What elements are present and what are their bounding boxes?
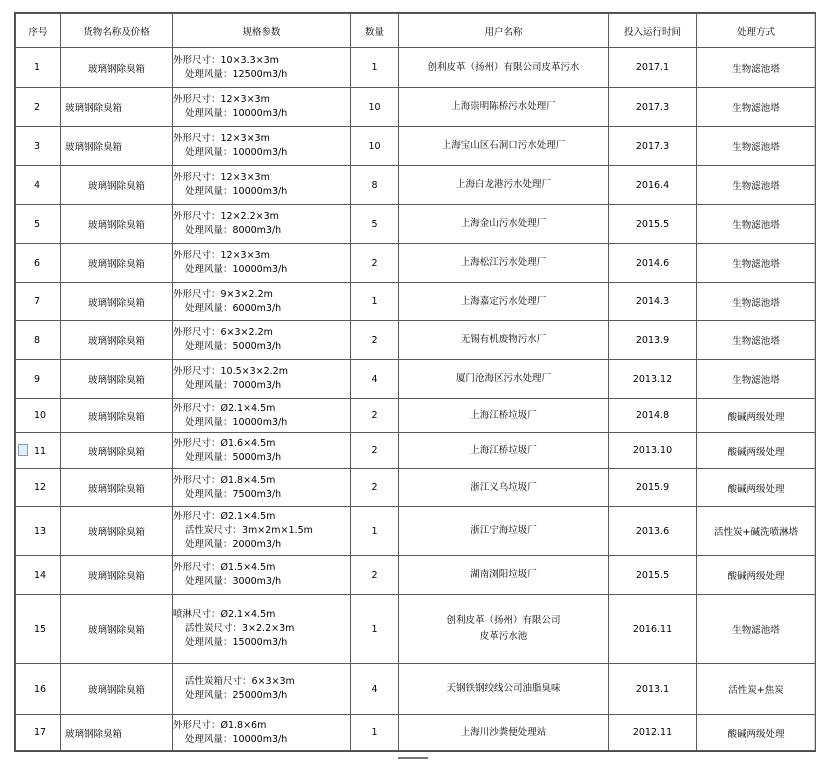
row-time: 2014.6 (609, 244, 697, 283)
row-spec (173, 507, 351, 556)
row-time: 2013.1 (609, 664, 697, 715)
spec-line: 外形尺寸：10.5×3×2.2m (173, 366, 288, 377)
row-seq-text: 10 (34, 410, 47, 421)
row-product: 玻璃钢除臭箱 (61, 715, 173, 751)
spec-line: 处理风量：2000m3/h (185, 539, 282, 550)
row-seq-text: 8 (34, 334, 41, 346)
spec-line: 外形尺寸：6×3×2.2m (173, 327, 273, 338)
row-product: 玻璃钢除臭箱 (61, 360, 173, 399)
spec-line: 处理风量：10000m3/h (185, 733, 288, 745)
user-line: 上海松江污水处理厂 (460, 257, 547, 268)
row-method: 生物滤池塔 (697, 48, 816, 88)
row-qty: 5 (351, 205, 399, 244)
row-qty: 1 (351, 715, 399, 751)
row-seq-text: 4 (34, 179, 41, 191)
row-qty: 4 (351, 664, 399, 715)
table-row (16, 469, 816, 507)
row-seq (16, 556, 61, 595)
spec-line: 处理风量：10000m3/h (185, 108, 288, 119)
row-seq-text: 6 (34, 257, 41, 269)
header-seq: 序号 (16, 14, 61, 48)
row-seq (16, 507, 61, 556)
table-row (16, 321, 816, 360)
user-line: 创利皮革（扬州）有限公司 (446, 615, 561, 626)
document-icon (18, 444, 28, 456)
spec-line: 处理风量：12500m3/h (185, 68, 288, 80)
row-spec (173, 127, 351, 166)
row-method: 生物滤池塔 (697, 205, 816, 244)
row-time: 2013.10 (609, 433, 697, 469)
row-product: 玻璃钢除臭箱 (61, 433, 173, 469)
spec-line: 处理风量：5000m3/h (185, 341, 282, 352)
spec-line: 喷淋尺寸：Ø2.1×4.5m (173, 609, 276, 620)
row-time: 2014.3 (609, 283, 697, 321)
row-spec (173, 360, 351, 399)
row-user (399, 556, 609, 595)
row-qty: 2 (351, 556, 399, 595)
row-spec (173, 321, 351, 360)
user-line: 创利皮革（扬州）有限公司皮革污水 (427, 61, 580, 73)
scroll-indicator (398, 757, 428, 759)
row-seq-text: 13 (34, 525, 47, 537)
spec-line: 外形尺寸：Ø2.1×4.5m (173, 402, 276, 414)
row-product: 玻璃钢除臭箱 (61, 244, 173, 283)
row-user (399, 507, 609, 556)
row-spec (173, 556, 351, 595)
row-user (399, 433, 609, 469)
row-user (399, 283, 609, 321)
row-spec (173, 88, 351, 127)
spec-line: 外形尺寸：Ø1.6×4.5m (173, 437, 276, 449)
row-time: 2013.12 (609, 360, 697, 399)
row-time: 2013.6 (609, 507, 697, 556)
row-seq (16, 595, 61, 664)
row-product: 玻璃钢除臭箱 (61, 127, 173, 166)
row-time: 2015.5 (609, 205, 697, 244)
row-method: 活性炭+碱洗喷淋塔 (697, 507, 816, 556)
row-product: 玻璃钢除臭箱 (61, 399, 173, 433)
spec-line: 外形尺寸：10×3.3×3m (173, 54, 279, 66)
row-product: 玻璃钢除臭箱 (61, 507, 173, 556)
row-user (399, 127, 609, 166)
row-qty: 4 (351, 360, 399, 399)
spec-line: 处理风量：10000m3/h (185, 147, 288, 158)
row-seq (16, 88, 61, 127)
spec-line: 外形尺寸：Ø2.1×4.5m (173, 511, 276, 522)
user-line: 上海金山污水处理厂 (460, 218, 547, 229)
row-time: 2014.8 (609, 399, 697, 433)
spec-line: 外形尺寸：12×3×3m (173, 172, 270, 183)
user-line: 天钢铁钢绞线公司油脂臭味 (446, 683, 561, 694)
row-method: 生物滤池塔 (697, 244, 816, 283)
row-user (399, 88, 609, 127)
spec-line: 处理风量：15000m3/h (185, 637, 288, 648)
table-row (16, 433, 816, 469)
table-row (16, 88, 816, 127)
row-seq (16, 48, 61, 88)
table-row (16, 360, 816, 399)
user-line: 浙江宁海垃圾厂 (470, 525, 537, 536)
user-line: 皮革污水池 (479, 631, 528, 642)
spec-line: 处理风量：7500m3/h (185, 488, 282, 500)
user-line: 浙江义乌垃圾厂 (470, 481, 537, 493)
row-product: 玻璃钢除臭箱 (61, 283, 173, 321)
row-qty: 8 (351, 166, 399, 205)
row-seq (16, 283, 61, 321)
row-user (399, 48, 609, 88)
row-spec (173, 664, 351, 715)
row-user (399, 360, 609, 399)
table-header-row (16, 14, 816, 48)
row-seq-text: 11 (34, 446, 47, 457)
header-product: 货物名称及价格 (61, 14, 173, 48)
row-user (399, 244, 609, 283)
project-table (15, 13, 816, 751)
row-qty: 2 (351, 244, 399, 283)
table-row (16, 715, 816, 751)
row-method: 酸碱两级处理 (697, 469, 816, 507)
row-user (399, 205, 609, 244)
spec-line: 处理风量：8000m3/h (185, 225, 282, 236)
row-qty: 1 (351, 507, 399, 556)
row-qty: 2 (351, 433, 399, 469)
row-user (399, 166, 609, 205)
table-row (16, 556, 816, 595)
spec-line: 外形尺寸：9×3×2.2m (173, 288, 273, 300)
spec-line: 处理风量：3000m3/h (185, 576, 282, 587)
row-seq-text: 3 (34, 140, 41, 152)
row-user (399, 469, 609, 507)
user-line: 上海川沙粪便处理站 (460, 726, 547, 738)
user-line: 上海宝山区石洞口污水处理厂 (441, 140, 566, 151)
row-product: 玻璃钢除臭箱 (61, 595, 173, 664)
row-time: 2017.1 (609, 48, 697, 88)
row-seq-text: 16 (34, 683, 47, 695)
row-method: 酸碱两级处理 (697, 399, 816, 433)
spec-line: 外形尺寸：12×2.2×3m (173, 211, 279, 222)
row-seq (16, 205, 61, 244)
row-qty: 2 (351, 399, 399, 433)
row-time: 2017.3 (609, 127, 697, 166)
spec-line: 外形尺寸：12×3×3m (173, 133, 270, 144)
row-qty: 1 (351, 283, 399, 321)
row-qty: 10 (351, 88, 399, 127)
row-seq (16, 127, 61, 166)
user-line: 上海江桥垃圾厂 (470, 444, 537, 456)
row-method: 酸碱两级处理 (697, 715, 816, 751)
row-seq (16, 715, 61, 751)
row-seq-text: 2 (34, 101, 41, 113)
user-line: 上海江桥垃圾厂 (470, 409, 537, 421)
spec-line: 处理风量：10000m3/h (185, 186, 288, 197)
row-seq (16, 433, 61, 469)
user-line: 上海嘉定污水处理厂 (460, 295, 547, 307)
header-user: 用户名称 (399, 14, 609, 48)
spec-line: 处理风量：5000m3/h (185, 451, 282, 463)
table-row (16, 244, 816, 283)
spec-line: 处理风量：10000m3/h (185, 416, 288, 428)
row-seq (16, 321, 61, 360)
header-method: 处理方式 (697, 14, 816, 48)
row-spec (173, 166, 351, 205)
row-spec (173, 399, 351, 433)
row-seq-text: 17 (34, 727, 47, 738)
row-product: 玻璃钢除臭箱 (61, 556, 173, 595)
row-time: 2016.4 (609, 166, 697, 205)
row-spec (173, 433, 351, 469)
spec-line: 处理风量：10000m3/h (185, 264, 288, 275)
row-seq-text: 7 (34, 296, 41, 307)
row-user (399, 595, 609, 664)
spec-line: 活性炭尺寸：3×2.2×3m (185, 623, 295, 634)
row-seq (16, 360, 61, 399)
row-seq-text: 1 (34, 62, 41, 73)
spec-line: 外形尺寸：12×3×3m (173, 250, 270, 261)
row-spec (173, 205, 351, 244)
row-product: 玻璃钢除臭箱 (61, 166, 173, 205)
row-seq (16, 166, 61, 205)
row-user (399, 664, 609, 715)
table-row (16, 595, 816, 664)
row-method: 酸碱两级处理 (697, 433, 816, 469)
row-time: 2015.5 (609, 556, 697, 595)
spec-line: 活性炭尺寸：3m×2m×1.5m (185, 525, 313, 536)
row-qty: 2 (351, 469, 399, 507)
user-line: 上海崇明陈桥污水处理厂 (451, 101, 556, 112)
spec-line: 处理风量：7000m3/h (185, 380, 282, 391)
user-line: 上海白龙港污水处理厂 (455, 179, 551, 190)
spec-line: 处理风量：25000m3/h (185, 690, 288, 701)
row-product: 玻璃钢除臭箱 (61, 321, 173, 360)
row-method: 活性炭+焦炭 (697, 664, 816, 715)
header-time: 投入运行时间 (609, 14, 697, 48)
table-row (16, 166, 816, 205)
row-time: 2015.9 (609, 469, 697, 507)
row-spec (173, 469, 351, 507)
row-seq (16, 244, 61, 283)
header-qty: 数量 (351, 14, 399, 48)
row-method: 生物滤池塔 (697, 360, 816, 399)
row-qty: 1 (351, 48, 399, 88)
row-product: 玻璃钢除臭箱 (61, 88, 173, 127)
row-qty: 10 (351, 127, 399, 166)
row-qty: 2 (351, 321, 399, 360)
row-time: 2012.11 (609, 715, 697, 751)
row-seq-text: 12 (34, 482, 47, 493)
row-time: 2016.11 (609, 595, 697, 664)
user-line: 无锡有机废物污水厂 (460, 334, 547, 345)
row-qty: 1 (351, 595, 399, 664)
row-seq (16, 469, 61, 507)
row-time: 2013.9 (609, 321, 697, 360)
row-seq (16, 399, 61, 433)
spec-line: 外形尺寸：Ø1.8×4.5m (173, 474, 276, 486)
row-spec (173, 283, 351, 321)
user-line: 厦门沧海区污水处理厂 (455, 373, 551, 384)
row-product: 玻璃钢除臭箱 (61, 469, 173, 507)
table-row (16, 399, 816, 433)
row-method: 生物滤池塔 (697, 321, 816, 360)
row-method: 酸碱两级处理 (697, 556, 816, 595)
row-spec (173, 715, 351, 751)
row-seq (16, 664, 61, 715)
spec-line: 处理风量：6000m3/h (185, 302, 282, 314)
table-row (16, 507, 816, 556)
row-method: 生物滤池塔 (697, 127, 816, 166)
spec-line: 外形尺寸：12×3×3m (173, 94, 270, 105)
row-spec (173, 595, 351, 664)
row-seq-text: 15 (34, 623, 47, 635)
table-row (16, 283, 816, 321)
row-product: 玻璃钢除臭箱 (61, 205, 173, 244)
row-method: 生物滤池塔 (697, 595, 816, 664)
user-line: 湖南浏阳垃圾厂 (470, 569, 537, 580)
row-method: 生物滤池塔 (697, 166, 816, 205)
header-spec: 规格参数 (173, 14, 351, 48)
row-spec (173, 244, 351, 283)
row-method: 生物滤池塔 (697, 283, 816, 321)
row-method: 生物滤池塔 (697, 88, 816, 127)
row-user (399, 399, 609, 433)
row-spec (173, 48, 351, 88)
row-user (399, 715, 609, 751)
spec-line: 外形尺寸：Ø1.5×4.5m (173, 562, 276, 573)
table-row (16, 48, 816, 88)
row-product: 玻璃钢除臭箱 (61, 48, 173, 88)
row-product: 玻璃钢除臭箱 (61, 664, 173, 715)
table-frame (14, 12, 816, 752)
spec-line: 外形尺寸：Ø1.8×6m (173, 719, 267, 731)
table-row (16, 664, 816, 715)
row-seq-text: 5 (34, 218, 41, 230)
row-seq-text: 9 (34, 373, 41, 385)
row-time: 2017.3 (609, 88, 697, 127)
table-row (16, 205, 816, 244)
row-user (399, 321, 609, 360)
table-row (16, 127, 816, 166)
spec-line: 活性炭箱尺寸：6×3×3m (185, 676, 295, 687)
row-seq-text: 14 (34, 569, 47, 581)
